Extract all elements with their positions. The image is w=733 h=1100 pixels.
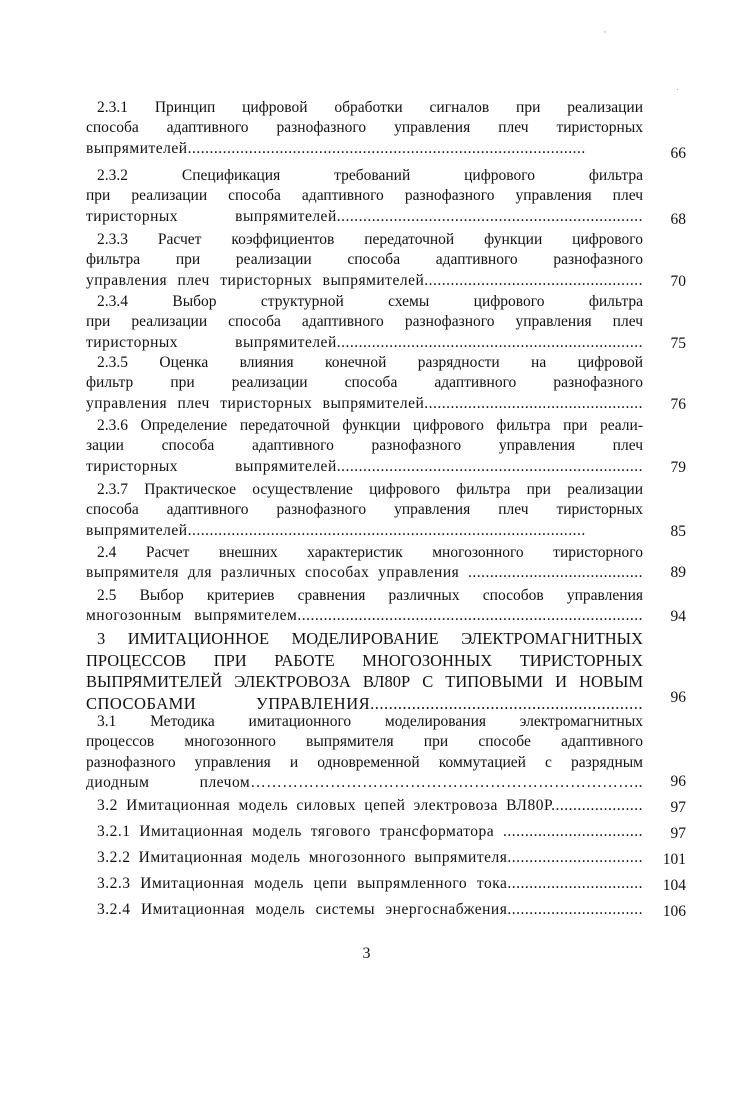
toc-entry-line: способа адаптивного разнофазного управления плеч тиристорных bbox=[86, 501, 643, 519]
toc-entry-line: диодным плечом……………………………………………………………….. bbox=[86, 773, 643, 791]
toc-entry-line: 2.3.3 Расчет коэффициентов передаточной функции цифрового bbox=[97, 231, 643, 248]
toc-entry-line: 2.3.2 Спецификация требований цифрового фильтра bbox=[97, 167, 643, 184]
toc-entry-line: при реализации способа адаптивного разнофазного управления плеч bbox=[86, 313, 643, 331]
toc-entry-text bbox=[86, 586, 643, 627]
toc-entry-line: 2.5 Выбор критериев сравнения различных способов управления bbox=[97, 587, 643, 604]
toc-entry-text bbox=[86, 796, 643, 816]
toc-page-number: 97 bbox=[670, 825, 686, 842]
toc-entry-line: 3.1 Методика имитационного моделирования электромагнитных bbox=[97, 713, 643, 730]
toc-entry-line: многозонным выпрямителем............................................................................... bbox=[86, 607, 643, 625]
toc-entry-line: 3.2.4 Имитационная модель системы энергоснабжения............................... bbox=[97, 901, 643, 918]
toc-entry-line: выпрямителей........................................................................................... bbox=[86, 139, 586, 157]
scan-speck: ' bbox=[604, 30, 606, 41]
toc-entry-line: управления плеч тиристорных выпрямителей.................................................. bbox=[86, 271, 643, 289]
toc-entry-text bbox=[86, 166, 643, 227]
toc-page-number: 96 bbox=[670, 773, 686, 790]
toc-entry-text bbox=[86, 230, 643, 291]
toc-page-number: 68 bbox=[670, 211, 686, 228]
toc-entry-text bbox=[86, 416, 643, 477]
toc-entry-line: 2.3.5 Оценка влияния конечной разрядности на цифровой bbox=[97, 354, 643, 371]
toc-entry-line: тиристорных выпрямителей...................................................................... bbox=[86, 457, 643, 475]
toc-page-number: 79 bbox=[670, 459, 686, 476]
toc-entry-line: 2.3.4 Выбор структурной схемы цифрового фильтра bbox=[97, 293, 643, 310]
toc-entry-line: 2.4 Расчет внешних характеристик многозонного тиристорного bbox=[97, 544, 643, 561]
toc-entry-line: ВЫПРЯМИТЕЛЕЙ ЭЛЕКТРОВОЗА ВЛ80Р С ТИПОВЫМИ И НОВЫМ bbox=[86, 672, 643, 691]
toc-page-number: 75 bbox=[670, 335, 686, 352]
toc-page-number: 70 bbox=[670, 273, 686, 290]
toc-entry-text bbox=[86, 848, 643, 868]
toc-page-number: 66 bbox=[670, 145, 686, 162]
toc-page-number: 104 bbox=[662, 877, 686, 894]
toc-entry-line: фильтра при реализации способа адаптивного разнофазного bbox=[86, 251, 643, 269]
scan-speck: . bbox=[676, 82, 679, 93]
toc-page-number: 106 bbox=[662, 903, 686, 920]
toc-entry-line: зации способа адаптивного разнофазного управления плеч bbox=[86, 437, 643, 455]
toc-entry-line: 3.2.2 Имитационная модель многозонного выпрямителя............................... bbox=[97, 849, 643, 866]
toc-entry-line: СПОСОБАМИ УПРАВЛЕНИЯ........................................................... bbox=[86, 693, 643, 713]
page-number: 3 bbox=[362, 945, 371, 962]
toc-entry-line: 3.2.3 Имитационная модель цепи выпрямленного тока............................... bbox=[97, 875, 643, 892]
toc-entry-text bbox=[86, 628, 643, 714]
toc-entry-text bbox=[86, 822, 643, 842]
toc-entry-line: 3 ИМИТАЦИОННОЕ МОДЕЛИРОВАНИЕ ЭЛЕКТРОМАГНИТНЫХ bbox=[97, 629, 643, 648]
toc-page-number: 89 bbox=[670, 564, 686, 581]
toc-entry-line: тиристорных выпрямителей...................................................................... bbox=[86, 207, 643, 225]
toc-entry-line: процессов многозонного выпрямителя при способе адаптивного bbox=[86, 733, 643, 751]
toc-entry-line: 3.2.1 Имитационная модель тягового трансформатора ................................ bbox=[97, 823, 643, 840]
toc-page-number: 96 bbox=[670, 689, 686, 706]
toc-entry-line: разнофазного управления и одновременной коммутацией с разрядным bbox=[86, 753, 643, 771]
toc-entry-line: 3.2 Имитационная модель силовых цепей электровоза ВЛ80Р..................... bbox=[97, 797, 643, 814]
toc-entry-line: тиристорных выпрямителей...................................................................... bbox=[86, 333, 643, 351]
toc-entry-text bbox=[86, 353, 643, 414]
toc-page-number: 76 bbox=[670, 396, 686, 413]
toc-page-number: 97 bbox=[670, 799, 686, 816]
toc-entry-line: 2.3.6 Определение передаточной функции цифрового фильтра при реали- bbox=[97, 417, 643, 434]
toc-entry-text bbox=[86, 712, 643, 793]
toc-entry-text bbox=[86, 900, 643, 920]
toc-entry-text bbox=[86, 543, 643, 584]
toc-entry-text bbox=[86, 292, 643, 353]
toc-entry-line: способа адаптивного разнофазного управления плеч тиристорных bbox=[86, 119, 643, 137]
toc-entry-line: фильтр при реализации способа адаптивного разнофазного bbox=[86, 374, 643, 392]
toc-entry-text bbox=[86, 98, 643, 159]
toc-entry-text bbox=[86, 480, 643, 541]
toc-entry-line: ПРОЦЕССОВ ПРИ РАБОТЕ МНОГОЗОННЫХ ТИРИСТОРНЫХ bbox=[86, 650, 643, 670]
toc-entry-line: выпрямителя для различных способах управления ........................................ bbox=[86, 564, 643, 582]
toc-entry-line: выпрямителей........................................................................................... bbox=[86, 521, 586, 539]
toc-entry-line: 2.3.7 Практическое осуществление цифрового фильтра при реализации bbox=[97, 481, 643, 498]
toc-entry-line: управления плеч тиристорных выпрямителей.................................................. bbox=[86, 394, 643, 412]
toc-page-number: 94 bbox=[670, 608, 686, 625]
toc-entry-line: при реализации способа адаптивного разнофазного управления плеч bbox=[86, 187, 643, 205]
toc-entry-line: 2.3.1 Принцип цифровой обработки сигналов при реализации bbox=[97, 99, 643, 116]
toc-page-number: 85 bbox=[670, 523, 686, 540]
toc-page-number: 101 bbox=[662, 851, 686, 868]
toc-entry-text bbox=[86, 874, 643, 894]
